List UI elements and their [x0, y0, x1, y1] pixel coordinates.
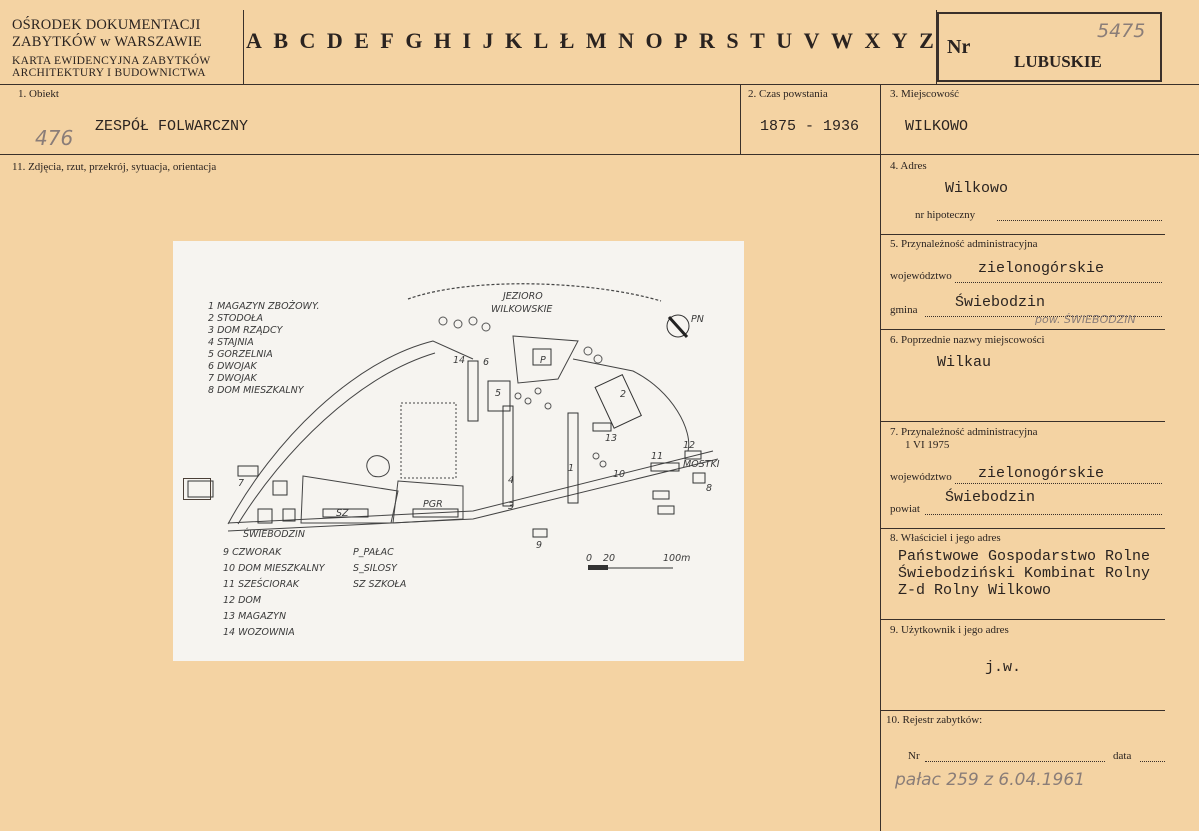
nr-label: Nr — [947, 36, 971, 58]
field-date-value: 1875 - 1936 — [760, 118, 860, 135]
marker-box — [183, 478, 211, 500]
field-admin-date: 1 VI 1975 — [905, 439, 950, 451]
index-letter: Y — [891, 28, 908, 53]
legend-extra-item: S_SILOSY — [353, 563, 397, 574]
building-label-2: 2 — [620, 389, 627, 400]
index-letter: C — [299, 28, 316, 53]
field-admin-1975-label: 7. Przynależność administracyjna — [890, 426, 1038, 438]
owner-line: Państwowe Gospodarstwo Rolne — [898, 548, 1151, 565]
header-divider — [243, 10, 244, 84]
legend-extra-item: SZ SZKOŁA — [353, 579, 407, 590]
index-letter: M — [585, 28, 607, 53]
index-letter: A — [246, 28, 262, 53]
index-letter: D — [326, 28, 343, 53]
field-photos-label: 11. Zdjęcia, rzut, przekrój, sytuacja, orientacja — [12, 161, 217, 173]
legend-bottom-item: 13 MAGAZYN — [223, 611, 287, 622]
legend-top-item: 8 DOM MIESZKALNY — [208, 385, 304, 396]
field-former-names-value: Wilkau — [937, 354, 992, 371]
field-place-label: 3. Miejscowość — [890, 88, 960, 100]
index-letter: T — [750, 28, 765, 53]
building-label-13: 13 — [605, 433, 618, 444]
building-label-8: 8 — [706, 483, 713, 494]
legend-top — [208, 301, 320, 396]
field-place-value: WILKOWO — [905, 118, 969, 135]
building-label-1: 1 — [568, 463, 575, 474]
handwritten-district: pow. ŚWIEBODZIN — [1035, 313, 1136, 326]
index-letter: J — [482, 28, 494, 53]
building-label-sz: SZ — [336, 508, 349, 519]
divider-2-3 — [880, 84, 881, 154]
scale-label-20: 20 — [603, 553, 616, 564]
index-letter: L — [533, 28, 549, 53]
field-voivodeship-1975-value: zielonogórskie — [978, 465, 1105, 482]
field-user-label: 9. Użytkownik i jego adres — [890, 624, 1009, 636]
building-label-6: 6 — [483, 357, 490, 368]
field-register-label: 10. Rejestr zabytków: — [886, 714, 983, 726]
field-register-nr-label: Nr — [908, 750, 920, 762]
index-letter: P — [674, 28, 688, 53]
divider-right-column — [880, 154, 881, 831]
legend-bottom-item: 14 WOZOWNIA — [223, 627, 295, 638]
index-letter: R — [699, 28, 715, 53]
index-letter: Z — [919, 28, 934, 53]
field-county-value: Świebodzin — [945, 489, 1036, 506]
field-register-date-label: data — [1113, 750, 1132, 762]
field-date-label: 2. Czas powstania — [748, 88, 828, 100]
legend-bottom-item: 9 CZWORAK — [223, 547, 282, 558]
dotted-line — [955, 282, 1162, 283]
index-letter: O — [645, 28, 663, 53]
index-letter: U — [776, 28, 793, 53]
handwritten-footer-note: pałac 259 z 6.04.1961 — [895, 770, 1085, 790]
legend-bottom-item: 10 DOM MIESZKALNY — [223, 563, 325, 574]
legend-top-item: 6 DWOJAK — [208, 361, 257, 372]
road-label-left: ŚWIEBODZIN — [243, 529, 305, 540]
field-voivodeship-label: województwo — [890, 270, 952, 282]
building-label-10: 10 — [613, 469, 626, 480]
dotted-line — [1140, 761, 1165, 762]
legend-bottom-item: 11 SZEŚCIORAK — [223, 579, 299, 590]
index-letter: E — [354, 28, 369, 53]
field-commune-label: gmina — [890, 304, 918, 316]
building-label-3: 3 — [508, 501, 515, 512]
rule-header — [0, 84, 1199, 85]
rule-9 — [880, 710, 1165, 711]
legend-top-item: 3 DOM RZĄDCY — [208, 325, 283, 336]
index-letter: K — [505, 28, 523, 53]
card-type — [12, 55, 210, 79]
index-letter: G — [405, 28, 423, 53]
institution-name — [12, 17, 202, 51]
field-former-names-label: 6. Poprzednie nazwy miejscowości — [890, 334, 1045, 346]
rule-7 — [880, 528, 1165, 529]
building-label-pgr: PGR — [423, 499, 443, 510]
legend-bottom — [223, 547, 406, 638]
card-type-line-1: KARTA EWIDENCYJNA ZABYTKÓW — [12, 55, 211, 67]
lake-label-1: JEZIORO — [503, 291, 543, 302]
index-letter: W — [830, 28, 853, 53]
field-owner-value — [898, 548, 1150, 599]
dotted-line — [925, 761, 1105, 762]
field-county-label: powiat — [890, 503, 920, 515]
index-letter: S — [726, 28, 739, 53]
building-label-4: 4 — [508, 475, 515, 486]
legend-top-item: 7 DWOJAK — [208, 373, 257, 384]
field-voivodeship-value: zielonogórskie — [978, 260, 1105, 277]
rule-5 — [880, 329, 1165, 330]
building-label-11: 11 — [651, 451, 664, 462]
index-letter: B — [273, 28, 289, 53]
building-label-12: 12 — [683, 440, 696, 451]
rule-8 — [880, 619, 1165, 620]
card-type-line-2: ARCHITEKTURY I BUDOWNICTWA — [12, 67, 206, 79]
legend-top-item: 5 GORZELNIA — [208, 349, 273, 360]
owner-line: Świebodziński Kombinat Rolny — [898, 565, 1151, 582]
field-address-value: Wilkowo — [945, 180, 1009, 197]
index-letter: Ł — [559, 28, 575, 53]
index-letter: V — [803, 28, 820, 53]
building-label-p: P — [540, 355, 546, 366]
field-user-value: j.w. — [985, 659, 1022, 676]
region-label: LUBUSKIE — [1014, 52, 1102, 71]
road-label-right: MOSTKI — [683, 459, 720, 470]
lake-label-2: WILKOWSKIE — [491, 304, 553, 315]
index-letter: H — [433, 28, 452, 53]
alphabet-index — [246, 28, 934, 54]
site-plan-photo — [173, 241, 744, 661]
legend-bottom-item: 12 DOM — [223, 595, 262, 606]
field-object-label: 1. Obiekt — [18, 88, 59, 100]
site-plan-drawing — [173, 241, 744, 661]
field-admin-label: 5. Przynależność administracyjna — [890, 238, 1038, 250]
legend-extra-item: P_PAŁAC — [353, 547, 394, 558]
dotted-line — [955, 483, 1162, 484]
handwritten-object-number: 476 — [35, 126, 74, 150]
index-letter: I — [462, 28, 472, 53]
field-address-label: 4. Adres — [890, 160, 927, 172]
divider-1-2 — [740, 84, 741, 154]
dotted-line — [925, 514, 1162, 515]
index-letter: X — [864, 28, 881, 53]
institution-line-1: OŚRODEK DOKUMENTACJI — [12, 17, 201, 33]
index-letter: F — [380, 28, 394, 53]
legend-top-item: 1 MAGAZYN ZBOŻOWY. — [208, 301, 320, 312]
dotted-line — [997, 220, 1162, 221]
scale-label-100: 100m — [663, 553, 691, 564]
institution-line-2: ZABYTKÓW w WARSZAWIE — [12, 34, 202, 50]
field-commune-value: Świebodzin — [955, 294, 1046, 311]
field-object-value: ZESPÓŁ FOLWARCZNY — [95, 118, 249, 135]
rule-row1 — [0, 154, 1199, 155]
building-label-14: 14 — [453, 355, 466, 366]
building-label-5: 5 — [495, 388, 502, 399]
legend-top-item: 2 STODOŁA — [208, 313, 264, 324]
legend-top-item: 4 STAJNIA — [208, 337, 254, 348]
nr-box — [937, 12, 1162, 82]
owner-line: Z-d Rolny Wilkowo — [898, 582, 1052, 599]
field-owner-label: 8. Właściciel i jego adres — [890, 532, 1001, 544]
handwritten-number: 5475 — [1097, 20, 1146, 42]
scale-label-0: 0 — [586, 553, 593, 564]
building-label-7: 7 — [238, 478, 245, 489]
rule-4 — [880, 234, 1165, 235]
north-label: PN — [691, 314, 704, 325]
building-label-9: 9 — [536, 540, 543, 551]
field-mortgage-label: nr hipoteczny — [915, 209, 976, 221]
field-voivodeship-1975-label: województwo — [890, 471, 952, 483]
rule-6 — [880, 421, 1165, 422]
index-letter: N — [618, 28, 635, 53]
